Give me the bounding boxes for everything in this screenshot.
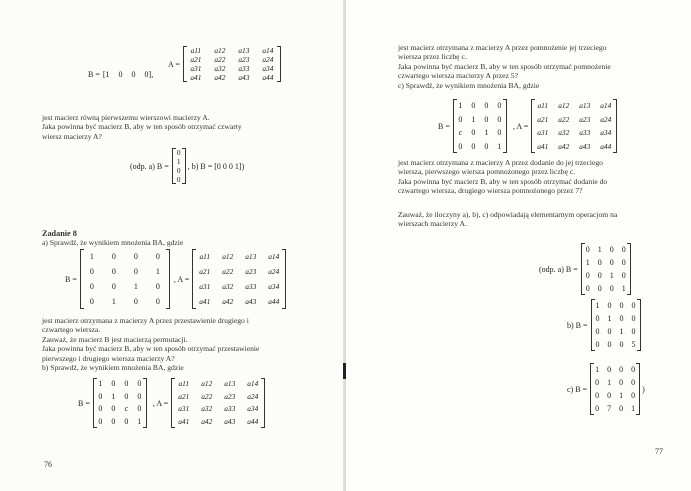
cell: a24 — [262, 55, 274, 64]
text-line: wiersz macierzy A? — [42, 131, 102, 141]
cell: 0 — [176, 148, 181, 157]
cell: 1 — [585, 258, 590, 267]
cell: 0 — [133, 297, 138, 306]
cell: 0 — [497, 128, 502, 137]
cell: a14 — [262, 46, 274, 55]
ans-c-label: c) B = — [567, 384, 588, 394]
text-line: jest macierz otrzymana z macierzy A przez pomnożenie jej trzeciego — [398, 43, 607, 52]
cell: a42 — [214, 73, 226, 82]
text-line: czwartego wiersza, drugiego wiersza pomnożonego przez 7? — [398, 186, 583, 196]
cell: a32 — [222, 282, 234, 291]
cell: a41 — [178, 416, 190, 426]
text-line: Zauważ, że iloczyny a), b), c) odpowiadają elementarnym operacjom na — [398, 210, 618, 219]
matrix-a1 — [192, 249, 286, 309]
cell: 0 — [155, 252, 160, 261]
text-line: wierszach macierzy A. — [398, 219, 467, 229]
cell: 0 — [137, 379, 142, 388]
question-text — [42, 113, 242, 141]
cell: a44 — [268, 297, 280, 306]
cell: a22 — [201, 391, 213, 401]
answer-a-matrix — [581, 243, 631, 295]
cell: 0 — [155, 297, 160, 306]
cell: 1 — [111, 391, 116, 401]
matrix-a3 — [531, 99, 617, 153]
cell: 0 — [98, 416, 103, 426]
cell: a43 — [238, 73, 250, 82]
cell: 0 — [111, 252, 116, 261]
cell: 0 — [621, 271, 626, 280]
answer-b-matrix — [591, 299, 641, 351]
cell: a11 — [537, 101, 549, 110]
cell: 0 — [458, 141, 463, 151]
cell: a11 — [178, 379, 190, 388]
cell: 0 — [497, 114, 502, 124]
cell: 0 — [631, 301, 636, 310]
cell: 0 — [619, 314, 624, 323]
text-line: wiersza przez liczbę c. — [398, 52, 467, 62]
cell: 0 — [137, 404, 142, 413]
cell: a32 — [201, 404, 213, 413]
text-line: b) Sprawdź, że wynikiem mnożenia BA, gdzie — [42, 363, 184, 373]
cell: 0 — [497, 101, 502, 110]
cell: 1 — [497, 141, 502, 151]
cell: 0 — [89, 282, 94, 291]
cell: 1 — [471, 114, 476, 124]
cell: a41 — [199, 297, 211, 306]
cell: a33 — [224, 404, 236, 413]
matrix-b3 — [453, 99, 507, 153]
cell: 0 — [631, 365, 636, 374]
text-line: czwartego wiersza. — [42, 325, 101, 335]
cell: 7 — [607, 404, 612, 413]
cell: 0 — [607, 301, 612, 310]
cell: 1 — [458, 101, 463, 110]
cell: a14 — [247, 379, 259, 388]
answer-c-matrix — [590, 363, 640, 415]
cell: 0 — [631, 314, 636, 323]
right-page — [346, 0, 691, 491]
page-number-right: 77 — [655, 447, 663, 456]
cell: 0 — [619, 340, 624, 349]
cell: a42 — [222, 297, 234, 306]
cell: 0 — [585, 271, 590, 280]
matrix-b3-row — [438, 99, 617, 153]
text-line: pierwszego i drugiego wiersza macierzy A? — [42, 353, 175, 363]
cell: a43 — [245, 297, 257, 306]
cell: a12 — [558, 101, 570, 110]
cell: a33 — [245, 282, 257, 291]
cell: 0 — [137, 391, 142, 401]
cell: a31 — [190, 64, 202, 73]
answer-b-row — [567, 299, 641, 351]
cell: a22 — [558, 114, 570, 124]
cell: 0 — [484, 101, 489, 110]
cell: 1 — [484, 128, 489, 137]
cell: 0 — [621, 245, 626, 254]
b3-label: B = — [438, 121, 450, 131]
text-line: Zauważ, że macierz B jest macierzą permutacji. — [42, 334, 188, 344]
cell: 0 — [124, 391, 129, 401]
cell: a34 — [247, 404, 259, 413]
cell: 0 — [607, 327, 612, 336]
a3-label: , A = — [512, 121, 529, 131]
cell: a32 — [214, 64, 226, 73]
cell: a22 — [222, 267, 234, 276]
text-line: jest macierz otrzymana z macierzy A przez dodanie do jej trzeciego — [398, 158, 603, 167]
b-row-1: 0 — [118, 70, 123, 79]
cell: 0 — [619, 365, 624, 374]
cell: 0 — [595, 314, 600, 323]
cell: 0 — [124, 379, 129, 388]
b1-label: B = — [65, 274, 77, 284]
cell: 1 — [595, 365, 600, 374]
cell: a14 — [600, 101, 612, 110]
cell: a12 — [201, 379, 213, 388]
cell: 0 — [176, 166, 181, 175]
cell: 0 — [595, 327, 600, 336]
cell: a43 — [579, 141, 591, 151]
b-row-2: 0 — [131, 70, 136, 79]
cell: 0 — [484, 114, 489, 124]
cell: 0 — [609, 258, 614, 267]
cell: a21 — [178, 391, 190, 401]
cell: a44 — [247, 416, 259, 426]
matrix-a2 — [171, 378, 265, 428]
cell: 0 — [98, 391, 103, 401]
text-line: Jaka powinna być macierz B, aby w ten sposób otrzymać przestawienie — [42, 344, 260, 354]
cell: 0 — [89, 267, 94, 276]
cell: 0 — [155, 282, 160, 291]
cell: 0 — [607, 391, 612, 400]
matrix-b2 — [93, 378, 147, 428]
cell: 0 — [471, 141, 476, 151]
cell: 0 — [609, 284, 614, 293]
ans-b-label: b) B = — [567, 320, 588, 330]
zadanie-a: a) Sprawdź, że wynikiem mnożenia BA, gdzie — [42, 238, 184, 248]
cell: a13 — [238, 46, 250, 55]
cell: 0 — [124, 416, 129, 426]
text-line: jest macierz równą pierwszemu wierszowi macierzy A. — [42, 113, 210, 122]
cell: 0 — [484, 141, 489, 151]
cell: 0 — [597, 284, 602, 293]
cell: 0 — [621, 258, 626, 267]
cell: 0 — [597, 258, 602, 267]
answer-line — [130, 148, 247, 184]
cell: a22 — [214, 55, 226, 64]
cell: 0 — [595, 404, 600, 413]
ans-a-label: (odp. a) B = — [539, 264, 578, 274]
cell: 1 — [89, 252, 94, 261]
cell: 0 — [458, 114, 463, 124]
cell: a34 — [600, 128, 612, 137]
a-label: A = — [168, 59, 180, 69]
b-row-0: [1 — [102, 70, 110, 79]
right-note — [398, 210, 617, 229]
matrix-a-generic — [183, 46, 281, 82]
cell: 0 — [597, 271, 602, 280]
cell: a43 — [224, 416, 236, 426]
cell: a12 — [214, 46, 226, 55]
cell: a33 — [238, 64, 250, 73]
cell: a13 — [224, 379, 236, 388]
cell: 1 — [137, 416, 142, 426]
answer-prefix: (odp. a) B = — [130, 161, 169, 171]
cell: 0 — [607, 340, 612, 349]
cell: 0 — [619, 378, 624, 387]
cell: a31 — [537, 128, 549, 137]
cell: 0 — [111, 416, 116, 426]
cell: 1 — [607, 314, 612, 323]
answer-b: , b) B = [0 0 0 1]) — [187, 161, 245, 171]
cell: 0 — [133, 252, 138, 261]
answer-a-row — [539, 243, 631, 295]
cell: 0 — [595, 391, 600, 400]
cell: 0 — [619, 404, 624, 413]
cell: 1 — [631, 404, 636, 413]
cell: c — [458, 128, 463, 137]
cell: a24 — [268, 267, 280, 276]
matrix-a-generic-row — [168, 46, 281, 82]
cell: 0 — [595, 378, 600, 387]
cell: 1 — [133, 282, 138, 291]
cell: 1 — [607, 378, 612, 387]
cell: a14 — [268, 252, 280, 261]
left-page — [0, 0, 345, 491]
cell: 1 — [597, 245, 602, 254]
right-top-text — [398, 43, 611, 90]
b-row-3: 0], — [144, 70, 154, 79]
cell: 1 — [619, 391, 624, 400]
b-row-vector-line — [88, 70, 156, 79]
cell: a13 — [245, 252, 257, 261]
cell: 1 — [621, 284, 626, 293]
cell: a31 — [199, 282, 211, 291]
cell: 0 — [631, 391, 636, 400]
cell: a23 — [579, 114, 591, 124]
cell: 0 — [471, 101, 476, 110]
cell: a21 — [537, 114, 549, 124]
cell: a21 — [199, 267, 211, 276]
cell: a34 — [268, 282, 280, 291]
cell: 0 — [176, 175, 181, 184]
cell: 0 — [111, 404, 116, 413]
cell: a12 — [222, 252, 234, 261]
cell: a23 — [224, 391, 236, 401]
cell: a13 — [579, 101, 591, 110]
cell: 0 — [631, 378, 636, 387]
cell: 0 — [585, 245, 590, 254]
cell: 0 — [585, 284, 590, 293]
cell: 0 — [98, 404, 103, 413]
cell: 0 — [607, 365, 612, 374]
ans-close-paren: ) — [642, 384, 645, 394]
b-label: B = — [88, 70, 100, 79]
cell: 0 — [111, 282, 116, 291]
cell: a41 — [537, 141, 549, 151]
cell: 0 — [595, 340, 600, 349]
cell: a11 — [190, 46, 202, 55]
cell: 1 — [595, 301, 600, 310]
cell: a42 — [558, 141, 570, 151]
answer-column-vector — [172, 148, 186, 184]
cell: a11 — [199, 252, 211, 261]
cell: a42 — [201, 416, 213, 426]
right-mid-text — [398, 158, 607, 196]
cell: 0 — [89, 297, 94, 306]
matrix-b2-row — [78, 378, 265, 428]
a1-label: , A = — [173, 274, 190, 284]
answer-c-row — [567, 363, 648, 415]
b2-label: B = — [78, 398, 90, 408]
page-number-left: 76 — [44, 460, 52, 469]
cell: a24 — [600, 114, 612, 124]
cell: a44 — [600, 141, 612, 151]
cell: 0 — [111, 267, 116, 276]
cell: 1 — [176, 157, 181, 166]
cell: 0 — [619, 301, 624, 310]
cell: a23 — [245, 267, 257, 276]
zadanie-heading-block — [42, 229, 183, 248]
cell: 1 — [111, 297, 116, 306]
cell: 0 — [133, 267, 138, 276]
cell: a34 — [262, 64, 274, 73]
text-line: Jaka powinna być macierz B, aby w ten sposób otrzymać pomnożenie — [398, 61, 611, 71]
cell: 1 — [619, 327, 624, 336]
cell: a31 — [178, 404, 190, 413]
cell: c — [124, 404, 129, 413]
cell: 1 — [609, 271, 614, 280]
text-line: jest macierz otrzymana z macierzy A przez przestawienie drugiego i — [42, 316, 249, 325]
cell: 1 — [155, 267, 160, 276]
cell: a44 — [262, 73, 274, 82]
matrix-b1 — [80, 249, 170, 309]
text-line: czwartego wiersza macierzy A przez 5? — [398, 71, 518, 81]
zadanie-a-text — [42, 316, 259, 372]
text-line: Jaka powinna być macierz B, aby w ten sposób otrzymać czwarty — [42, 122, 242, 132]
cell: a23 — [238, 55, 250, 64]
zadanie-heading: Zadanie 8 — [42, 229, 77, 238]
cell: a41 — [190, 73, 202, 82]
cell: 0 — [631, 327, 636, 336]
cell: 0 — [471, 128, 476, 137]
a2-label: , A = — [152, 398, 169, 408]
cell: a32 — [558, 128, 570, 137]
cell: 5 — [631, 340, 636, 349]
cell: 0 — [609, 245, 614, 254]
cell: a21 — [190, 55, 202, 64]
cell: a24 — [247, 391, 259, 401]
cell: a33 — [579, 128, 591, 137]
text-line: Jaka powinna być macierz B, aby w ten sposób otrzymać dodanie do — [398, 176, 608, 186]
matrix-b1-row — [65, 249, 286, 309]
cell: 1 — [98, 379, 103, 388]
cell: 0 — [111, 379, 116, 388]
text-line: c) Sprawdź, że wynikiem mnożenia BA, gdzie — [398, 80, 540, 90]
text-line: wiersza, pierwszego wiersza pomnożonego przez liczbę c. — [398, 167, 576, 177]
